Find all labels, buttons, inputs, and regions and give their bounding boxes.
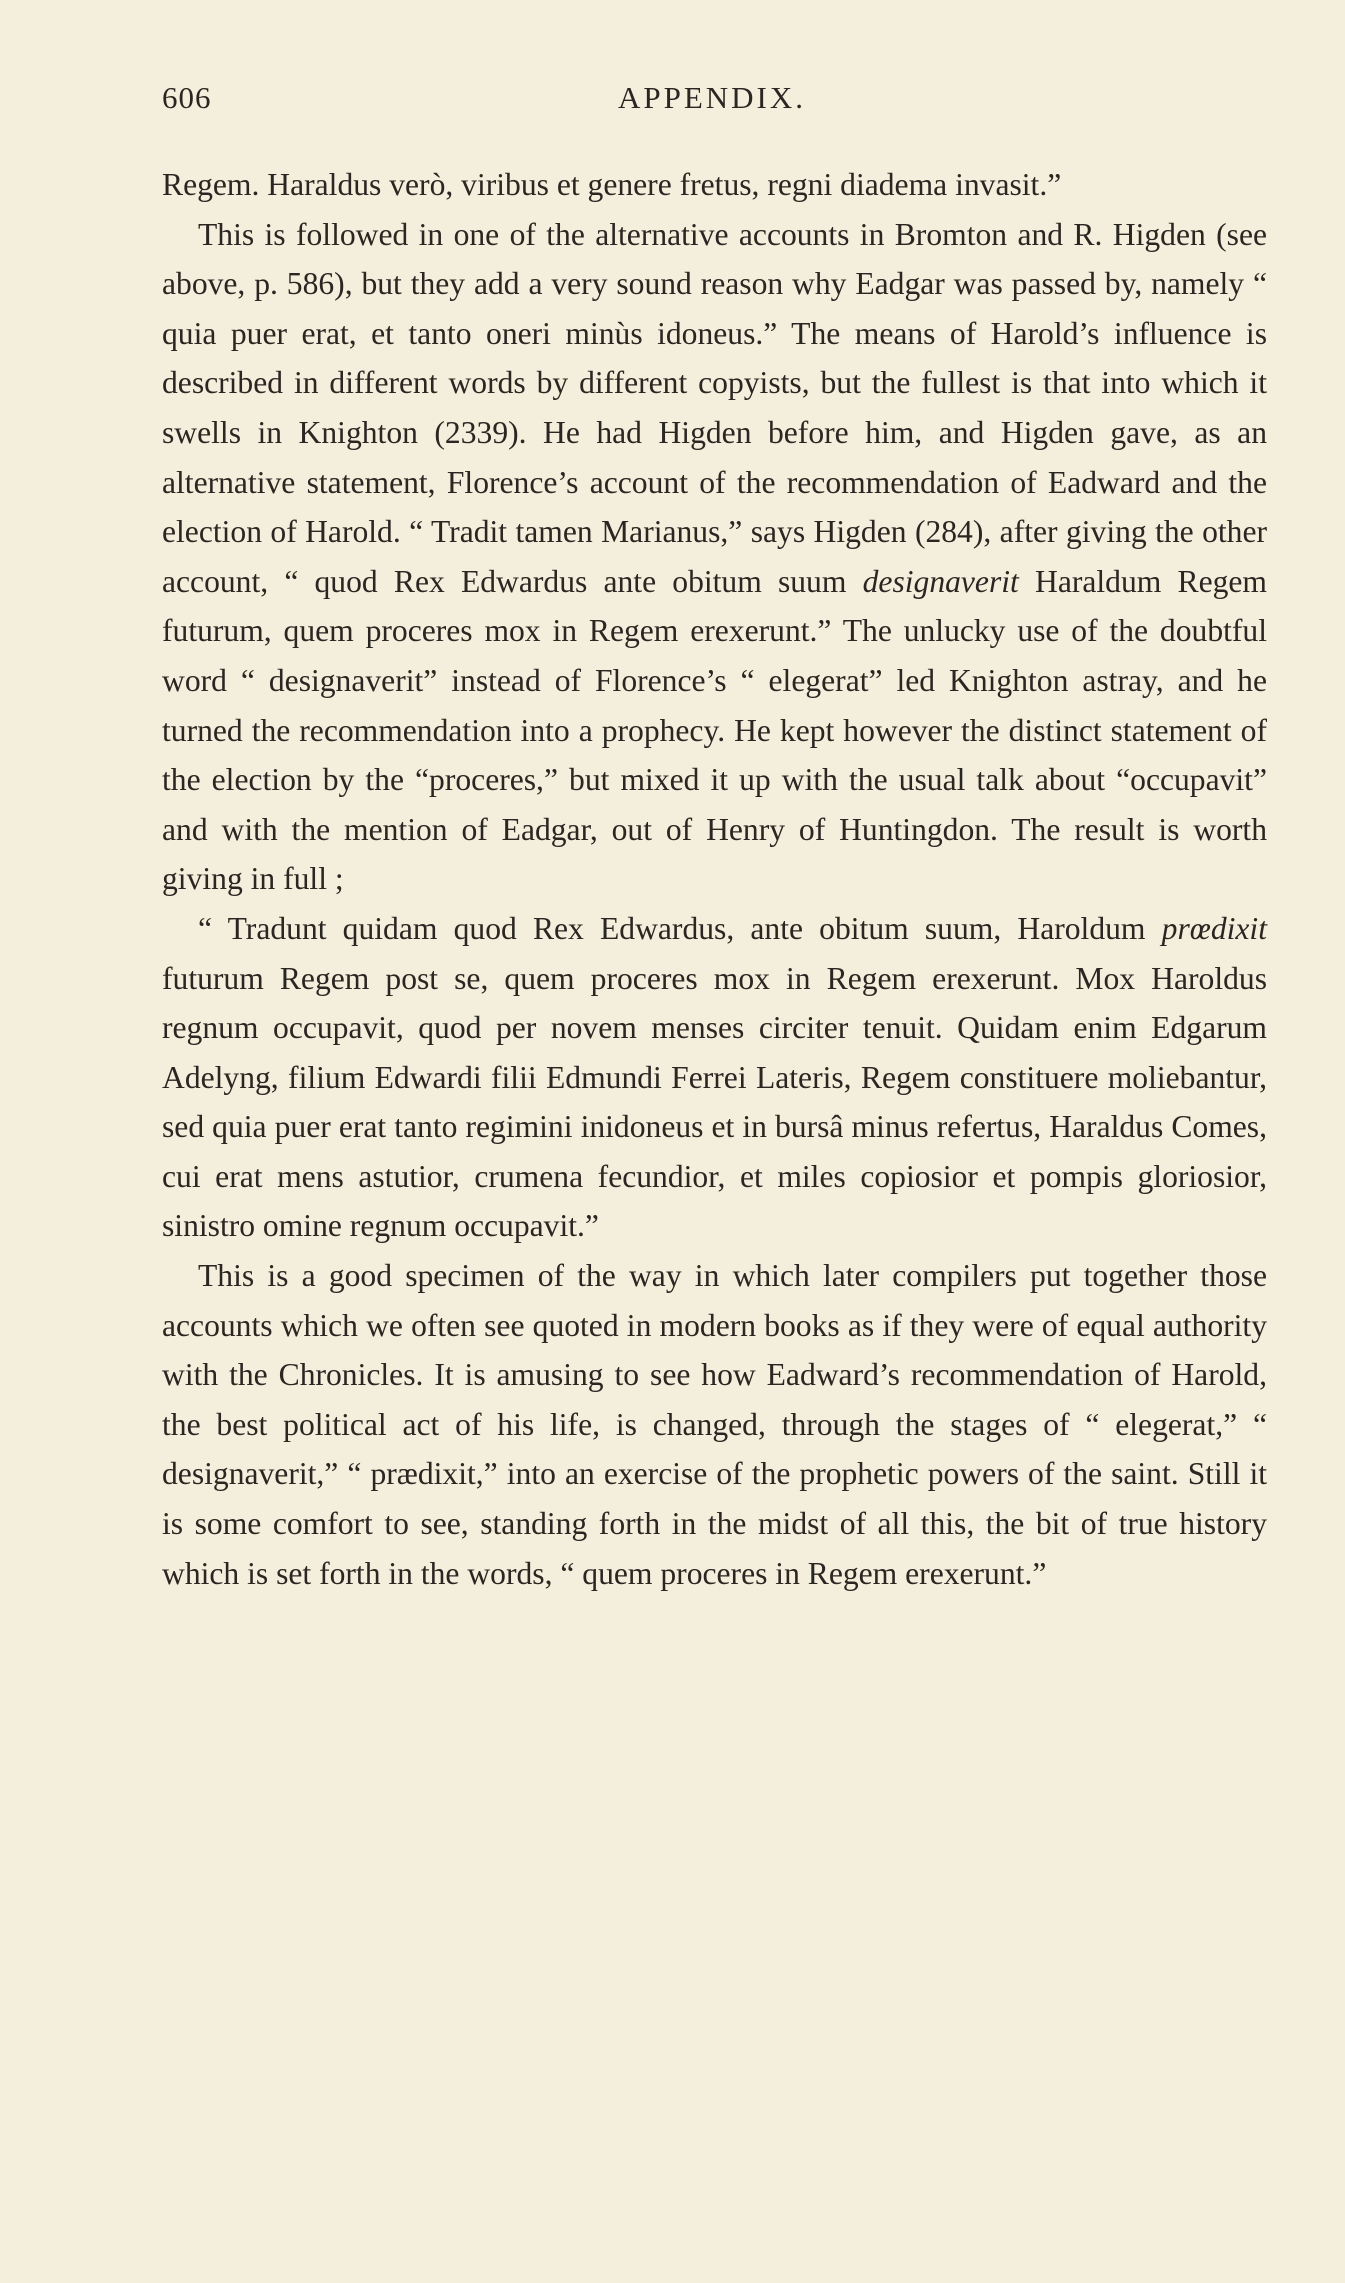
- running-head: [162, 80, 1262, 128]
- page-number: 606: [162, 80, 212, 115]
- paragraph-3-italic: prœdixit: [1161, 910, 1267, 946]
- paragraph-4: This is a good specimen of the way in which later compilers put together those accounts which we often see quoted in modern books as if they were of equal authority with the Chronicles. It is amusing to see how Eadward’s recommendation of Harold, the best political act of his life, is changed, through the stages of “ elegerat,” “ designaverit,” “ prædixit,” into an exercise of the prophetic powers of the saint. Still it is some comfort to see, standing forth in the midst of all this, the bit of true history which is set forth in the words, “ quem proceres in Regem erexerunt.”: [162, 1258, 1267, 1591]
- paragraph-3-text: “ Tradunt quidam quod Rex Edwardus, ante obitum suum, Haroldum: [198, 910, 1146, 946]
- paragraph-2-text: This is followed in one of the alternative accounts in Bromton and R. Higden (see above, p. 586), but they add a very sound reason why Eadgar was passed by, namely “ quia puer erat, et tanto oneri minùs idoneus.” The means of Harold’s influence is described in different words by different copyists, but the fullest is that into which it swells in Knighton (2339). He had Higden before him, and Higden gave, as an alternative statement, Florence’s account of the recommendation of Eadward and the election of Harold. “ Tradit tamen Marianus,” says Higden (284), after giving the other account, “ quod Rex Edwardus ante obitum suum: [162, 216, 1267, 599]
- paragraph-3-quote: [162, 904, 1267, 1251]
- paragraph-2-italic: designaverit: [862, 563, 1019, 599]
- paragraph-2: [162, 210, 1267, 904]
- paragraph-2-continuation: Haraldum Regem futurum, quem proceres mox in Regem erexerunt.” The unlucky use of the doubtful word “ designaverit” instead of Florence’s “ elegerat” led Knighton astray, and he turned the recommendation into a prophecy. He kept however the distinct statement of the election by the “proceres,” but mixed it up with the usual talk about “occupavit” and with the mention of Eadgar, out of Henry of Huntingdon. The result is worth giving in full ;: [162, 563, 1267, 897]
- header-title: APPENDIX.: [617, 80, 807, 115]
- paragraph-3-continuation: futurum Regem post se, quem proceres mox in Regem erexerunt. Mox Haroldus regnum occupavit, quod per novem menses circiter tenuit. Quidam enim Edgarum Adelyng, filium Edwardi filii Edmundi Ferrei Lateris, Regem constituere moliebantur, sed quia puer erat tanto regimini inidoneus et in bursâ minus refertus, Haraldus Comes, cui erat mens astutior, crumena fecundior, et miles copiosior et pompis gloriosior, sinistro omine regnum occupavit.”: [162, 960, 1267, 1244]
- body-text: [162, 160, 1267, 1598]
- paragraph-1: Regem. Haraldus verò, viribus et genere fretus, regni diadema invasit.”: [162, 167, 1062, 202]
